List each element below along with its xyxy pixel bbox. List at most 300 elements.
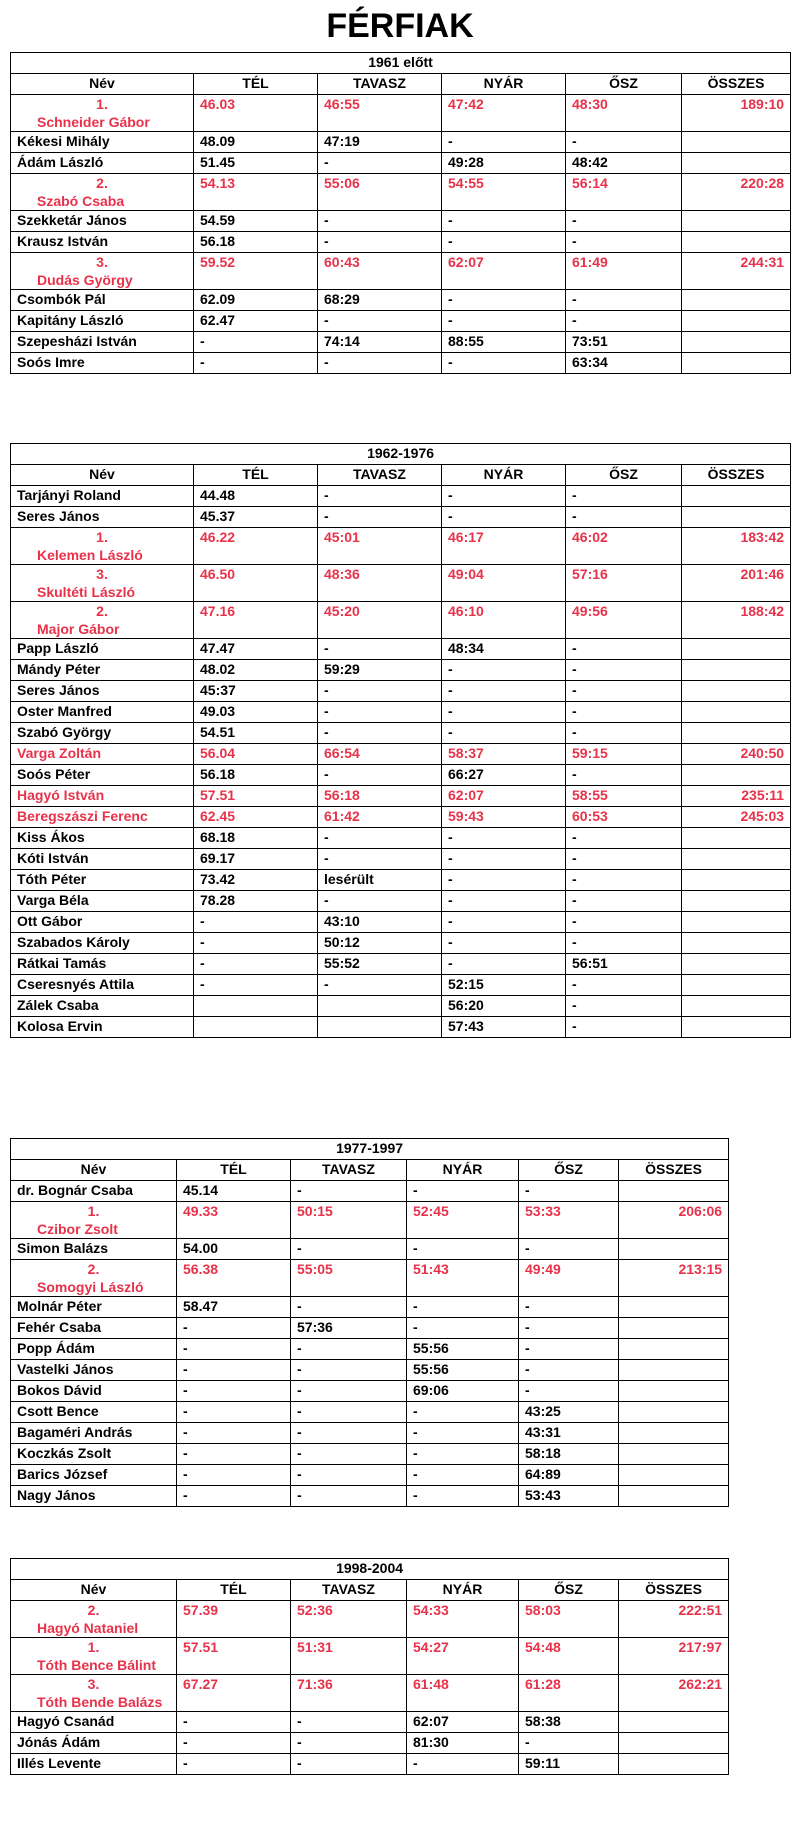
- period-header-row: [11, 1139, 729, 1160]
- time-cell: [619, 1318, 729, 1339]
- time-cell: 54.00: [177, 1239, 291, 1260]
- time-cell: -: [318, 849, 442, 870]
- time-cell: -: [318, 232, 442, 253]
- table-row: [11, 1202, 729, 1239]
- table-row: [11, 1638, 729, 1675]
- time-cell: 61:49: [566, 253, 682, 290]
- table-row: [11, 1712, 729, 1733]
- competitor-name: Tóth Péter: [17, 871, 87, 887]
- rank-label: 2.: [96, 603, 108, 619]
- time-cell: 54:55: [442, 174, 566, 211]
- results-table: [10, 52, 791, 374]
- table-row: [11, 507, 791, 528]
- table-row: [11, 807, 791, 828]
- time-cell: 66:54: [318, 744, 442, 765]
- time-cell: -: [194, 332, 318, 353]
- time-cell: 68:29: [318, 290, 442, 311]
- results-table: [10, 443, 791, 1038]
- time-cell: 55:52: [318, 954, 442, 975]
- time-cell: 48.02: [194, 660, 318, 681]
- time-cell: [619, 1181, 729, 1202]
- table-row: [11, 602, 791, 639]
- rank-label: 3.: [96, 254, 108, 270]
- competitor-name: Bagaméri András: [17, 1424, 133, 1440]
- table-row: [11, 828, 791, 849]
- time-cell: [318, 996, 442, 1017]
- time-cell: 49.33: [177, 1202, 291, 1239]
- period-header-row: [11, 444, 791, 465]
- time-cell: 56:51: [566, 954, 682, 975]
- rank-label: 1.: [87, 1203, 100, 1219]
- time-cell: -: [566, 870, 682, 891]
- table-row: [11, 786, 791, 807]
- name-cell: [11, 1423, 177, 1444]
- time-cell: -: [177, 1486, 291, 1507]
- table-row: [11, 211, 791, 232]
- competitor-name: Kelemen László: [37, 547, 143, 563]
- table-row: [11, 174, 791, 211]
- time-cell: -: [442, 660, 566, 681]
- name-cell: [11, 1360, 177, 1381]
- time-cell: -: [442, 681, 566, 702]
- competitor-name: Mándy Péter: [17, 661, 101, 677]
- table-row: [11, 1754, 729, 1775]
- name-cell: [11, 723, 194, 744]
- time-cell: -: [291, 1239, 407, 1260]
- time-cell: 69.17: [194, 849, 318, 870]
- time-cell: 63:34: [566, 353, 682, 374]
- table-row: [11, 639, 791, 660]
- time-cell: [619, 1733, 729, 1754]
- name-cell: [11, 1297, 177, 1318]
- column-header: ŐSZ: [566, 465, 682, 486]
- name-cell: [11, 828, 194, 849]
- time-cell: -: [519, 1297, 619, 1318]
- competitor-name: Kóti István: [17, 850, 89, 866]
- time-cell: 54.59: [194, 211, 318, 232]
- competitor-name: Papp László: [17, 640, 99, 656]
- table-row: [11, 765, 791, 786]
- time-cell: 61:28: [519, 1675, 619, 1712]
- column-header: ÖSSZES: [619, 1580, 729, 1601]
- time-cell: 45.37: [194, 507, 318, 528]
- time-cell: [619, 1423, 729, 1444]
- table-row: [11, 1181, 729, 1202]
- time-cell: [682, 132, 791, 153]
- time-cell: [682, 507, 791, 528]
- table-row: [11, 1360, 729, 1381]
- period-header-row: [11, 53, 791, 74]
- time-cell: -: [177, 1465, 291, 1486]
- time-cell: -: [566, 507, 682, 528]
- name-cell: [11, 1402, 177, 1423]
- time-cell: 47:19: [318, 132, 442, 153]
- time-cell: 67.27: [177, 1675, 291, 1712]
- time-cell: -: [442, 507, 566, 528]
- time-cell: 46:10: [442, 602, 566, 639]
- time-cell: -: [407, 1239, 519, 1260]
- table-row: [11, 681, 791, 702]
- name-cell: [11, 1202, 177, 1239]
- time-cell: 235:11: [682, 786, 791, 807]
- competitor-name: Somogyi László: [37, 1279, 144, 1295]
- table-row: [11, 132, 791, 153]
- name-cell: [11, 933, 194, 954]
- time-cell: -: [177, 1733, 291, 1754]
- time-cell: 54.13: [194, 174, 318, 211]
- time-cell: 61:42: [318, 807, 442, 828]
- time-cell: [682, 660, 791, 681]
- competitor-name: Czibor Zsolt: [37, 1221, 118, 1237]
- table-row: [11, 1017, 791, 1038]
- results-table: [10, 1558, 729, 1775]
- time-cell: -: [318, 211, 442, 232]
- time-cell: -: [318, 723, 442, 744]
- time-cell: 46.22: [194, 528, 318, 565]
- time-cell: 57:43: [442, 1017, 566, 1038]
- time-cell: 88:55: [442, 332, 566, 353]
- time-cell: -: [566, 912, 682, 933]
- competitor-name: Szabó Csaba: [37, 193, 125, 209]
- time-cell: 52:36: [291, 1601, 407, 1638]
- table-row: [11, 702, 791, 723]
- name-cell: [11, 807, 194, 828]
- table-row: [11, 1601, 729, 1638]
- competitor-name: Simon Balázs: [17, 1240, 109, 1256]
- competitor-name: Hagyó Nataniel: [37, 1620, 139, 1636]
- column-header: TAVASZ: [318, 74, 442, 95]
- time-cell: 43:25: [519, 1402, 619, 1423]
- time-cell: lesérült: [318, 870, 442, 891]
- time-cell: [682, 486, 791, 507]
- rank-label: 1.: [96, 96, 108, 112]
- time-cell: -: [291, 1465, 407, 1486]
- competitor-name: Molnár Péter: [17, 1298, 102, 1314]
- time-cell: [194, 996, 318, 1017]
- competitor-name: Beregszászi Ferenc: [17, 808, 148, 824]
- time-cell: 47.16: [194, 602, 318, 639]
- time-cell: [619, 1754, 729, 1775]
- name-cell: [11, 660, 194, 681]
- competitor-name: Jónás Ádám: [17, 1734, 101, 1750]
- name-cell: [11, 1638, 177, 1675]
- table-row: [11, 870, 791, 891]
- column-header: NYÁR: [442, 465, 566, 486]
- table-row: [11, 332, 791, 353]
- time-cell: -: [291, 1754, 407, 1775]
- time-cell: -: [291, 1339, 407, 1360]
- time-cell: [682, 211, 791, 232]
- time-cell: -: [442, 723, 566, 744]
- competitor-name: dr. Bognár Csaba: [17, 1182, 133, 1198]
- competitor-name: Kiss Ákos: [17, 829, 85, 845]
- time-cell: 48:36: [318, 565, 442, 602]
- time-cell: [682, 765, 791, 786]
- time-cell: 52:15: [442, 975, 566, 996]
- time-cell: [682, 681, 791, 702]
- time-cell: 188:42: [682, 602, 791, 639]
- time-cell: -: [291, 1733, 407, 1754]
- name-cell: [11, 765, 194, 786]
- time-cell: 58:38: [519, 1712, 619, 1733]
- time-cell: 71:36: [291, 1675, 407, 1712]
- table-row: [11, 849, 791, 870]
- time-cell: -: [194, 912, 318, 933]
- time-cell: -: [566, 232, 682, 253]
- table-row: [11, 912, 791, 933]
- time-cell: -: [566, 132, 682, 153]
- time-cell: [682, 311, 791, 332]
- time-cell: [682, 1017, 791, 1038]
- competitor-name: Soós Imre: [17, 354, 85, 370]
- time-cell: -: [519, 1360, 619, 1381]
- time-cell: -: [566, 849, 682, 870]
- time-cell: -: [519, 1339, 619, 1360]
- time-cell: -: [566, 996, 682, 1017]
- table-row: [11, 253, 791, 290]
- time-cell: 217:97: [619, 1638, 729, 1675]
- time-cell: -: [407, 1465, 519, 1486]
- time-cell: 53:33: [519, 1202, 619, 1239]
- time-cell: [682, 933, 791, 954]
- time-cell: 55:56: [407, 1360, 519, 1381]
- time-cell: 47:42: [442, 95, 566, 132]
- time-cell: [619, 1444, 729, 1465]
- time-cell: 45:01: [318, 528, 442, 565]
- time-cell: -: [318, 765, 442, 786]
- time-cell: [682, 639, 791, 660]
- name-cell: [11, 528, 194, 565]
- time-cell: -: [566, 311, 682, 332]
- rank-label: 2.: [87, 1602, 100, 1618]
- competitor-name: Cseresnyés Attila: [17, 976, 134, 992]
- results-section-1998-2004: [10, 1558, 728, 1775]
- column-header: Név: [11, 465, 194, 486]
- table-row: [11, 528, 791, 565]
- competitor-name: Vastelki János: [17, 1361, 114, 1377]
- time-cell: 56.04: [194, 744, 318, 765]
- time-cell: -: [442, 232, 566, 253]
- competitor-name: Szabó György: [17, 724, 112, 740]
- table-row: [11, 1444, 729, 1465]
- time-cell: 49:56: [566, 602, 682, 639]
- time-cell: -: [177, 1360, 291, 1381]
- time-cell: 54.51: [194, 723, 318, 744]
- time-cell: 43:31: [519, 1423, 619, 1444]
- time-cell: [682, 828, 791, 849]
- time-cell: -: [442, 702, 566, 723]
- table-row: [11, 290, 791, 311]
- time-cell: -: [318, 311, 442, 332]
- table-row: [11, 723, 791, 744]
- time-cell: [682, 723, 791, 744]
- time-cell: 56:14: [566, 174, 682, 211]
- name-cell: [11, 849, 194, 870]
- time-cell: 222:51: [619, 1601, 729, 1638]
- name-cell: [11, 1339, 177, 1360]
- time-cell: -: [566, 1017, 682, 1038]
- time-cell: -: [442, 828, 566, 849]
- competitor-name: Fehér Csaba: [17, 1319, 102, 1335]
- column-header: ŐSZ: [519, 1160, 619, 1181]
- name-cell: [11, 253, 194, 290]
- time-cell: 49:49: [519, 1260, 619, 1297]
- time-cell: -: [318, 153, 442, 174]
- competitor-name: Szekketár János: [17, 212, 127, 228]
- time-cell: 213:15: [619, 1260, 729, 1297]
- competitor-name: Varga Zoltán: [17, 745, 102, 761]
- competitor-name: Skultéti László: [37, 584, 136, 600]
- time-cell: 183:42: [682, 528, 791, 565]
- time-cell: -: [519, 1318, 619, 1339]
- column-header: TÉL: [177, 1160, 291, 1181]
- time-cell: -: [407, 1181, 519, 1202]
- time-cell: -: [519, 1381, 619, 1402]
- time-cell: -: [519, 1239, 619, 1260]
- time-cell: 56.38: [177, 1260, 291, 1297]
- table-row: [11, 1339, 729, 1360]
- competitor-name: Kapitány László: [17, 312, 124, 328]
- time-cell: -: [177, 1754, 291, 1775]
- time-cell: 49.03: [194, 702, 318, 723]
- time-cell: -: [177, 1423, 291, 1444]
- name-cell: [11, 1239, 177, 1260]
- time-cell: -: [566, 681, 682, 702]
- time-cell: 59:11: [519, 1754, 619, 1775]
- time-cell: 73.42: [194, 870, 318, 891]
- competitor-name: Seres János: [17, 508, 100, 524]
- time-cell: [682, 996, 791, 1017]
- page-title: FÉRFIAK: [326, 7, 474, 45]
- time-cell: -: [566, 660, 682, 681]
- competitor-name: Illés Levente: [17, 1755, 102, 1771]
- rank-label: 1.: [96, 529, 108, 545]
- time-cell: 201:46: [682, 565, 791, 602]
- competitor-name: Seres János: [17, 682, 100, 698]
- time-cell: 56.18: [194, 232, 318, 253]
- name-cell: [11, 1181, 177, 1202]
- time-cell: -: [566, 975, 682, 996]
- time-cell: [682, 290, 791, 311]
- rank-label: 2.: [96, 175, 108, 191]
- time-cell: 56.18: [194, 765, 318, 786]
- column-header: TAVASZ: [291, 1580, 407, 1601]
- competitor-name: Varga Béla: [17, 892, 89, 908]
- time-cell: -: [318, 639, 442, 660]
- competitor-name: Csott Bence: [17, 1403, 99, 1419]
- competitor-name: Dudás György: [37, 272, 133, 288]
- time-cell: -: [442, 954, 566, 975]
- time-cell: 240:50: [682, 744, 791, 765]
- time-cell: [194, 1017, 318, 1038]
- time-cell: 74:14: [318, 332, 442, 353]
- time-cell: -: [291, 1402, 407, 1423]
- time-cell: 62.09: [194, 290, 318, 311]
- time-cell: 58.47: [177, 1297, 291, 1318]
- name-cell: [11, 681, 194, 702]
- name-cell: [11, 1754, 177, 1775]
- time-cell: -: [177, 1318, 291, 1339]
- table-row: [11, 1402, 729, 1423]
- competitor-name: Nagy János: [17, 1487, 96, 1503]
- time-cell: [682, 353, 791, 374]
- time-cell: 57.39: [177, 1601, 291, 1638]
- competitor-name: Zálek Csaba: [17, 997, 99, 1013]
- time-cell: -: [194, 975, 318, 996]
- time-cell: 45:20: [318, 602, 442, 639]
- time-cell: 59.52: [194, 253, 318, 290]
- name-cell: [11, 1260, 177, 1297]
- competitor-name: Kékesi Mihály: [17, 133, 110, 149]
- time-cell: 62.45: [194, 807, 318, 828]
- column-header: ÖSSZES: [682, 74, 791, 95]
- time-cell: 46:55: [318, 95, 442, 132]
- time-cell: [318, 1017, 442, 1038]
- time-cell: -: [407, 1402, 519, 1423]
- time-cell: -: [407, 1486, 519, 1507]
- table-row: [11, 1239, 729, 1260]
- time-cell: [619, 1465, 729, 1486]
- time-cell: 57:16: [566, 565, 682, 602]
- column-header: NYÁR: [407, 1580, 519, 1601]
- time-cell: -: [318, 702, 442, 723]
- time-cell: 58:55: [566, 786, 682, 807]
- table-row: [11, 1675, 729, 1712]
- column-header: TÉL: [177, 1580, 291, 1601]
- time-cell: 49:28: [442, 153, 566, 174]
- table-row: [11, 95, 791, 132]
- column-header-row: [11, 465, 791, 486]
- column-header: Név: [11, 74, 194, 95]
- results-section-1962-1976: [10, 443, 790, 1038]
- time-cell: 69:06: [407, 1381, 519, 1402]
- table-row: [11, 1381, 729, 1402]
- table-row: [11, 1260, 729, 1297]
- rank-label: 2.: [87, 1261, 100, 1277]
- table-row: [11, 975, 791, 996]
- time-cell: -: [407, 1423, 519, 1444]
- column-header: ÖSSZES: [619, 1160, 729, 1181]
- time-cell: -: [442, 849, 566, 870]
- time-cell: -: [318, 507, 442, 528]
- period-label: 1962-1976: [11, 444, 791, 465]
- time-cell: 47.47: [194, 639, 318, 660]
- time-cell: 44.48: [194, 486, 318, 507]
- period-label: 1998-2004: [11, 1559, 729, 1580]
- time-cell: -: [407, 1297, 519, 1318]
- competitor-name: Ott Gábor: [17, 913, 83, 929]
- period-header-row: [11, 1559, 729, 1580]
- time-cell: -: [318, 828, 442, 849]
- table-row: [11, 744, 791, 765]
- time-cell: -: [442, 132, 566, 153]
- name-cell: [11, 211, 194, 232]
- time-cell: -: [177, 1339, 291, 1360]
- time-cell: -: [177, 1444, 291, 1465]
- name-cell: [11, 1675, 177, 1712]
- time-cell: -: [407, 1754, 519, 1775]
- name-cell: [11, 702, 194, 723]
- competitor-name: Rátkai Tamás: [17, 955, 107, 971]
- time-cell: -: [442, 912, 566, 933]
- time-cell: 51.45: [194, 153, 318, 174]
- table-row: [11, 1465, 729, 1486]
- time-cell: 55:05: [291, 1260, 407, 1297]
- name-cell: [11, 1733, 177, 1754]
- competitor-name: Kolosa Ervin: [17, 1018, 103, 1034]
- time-cell: 244:31: [682, 253, 791, 290]
- time-cell: 51:31: [291, 1638, 407, 1675]
